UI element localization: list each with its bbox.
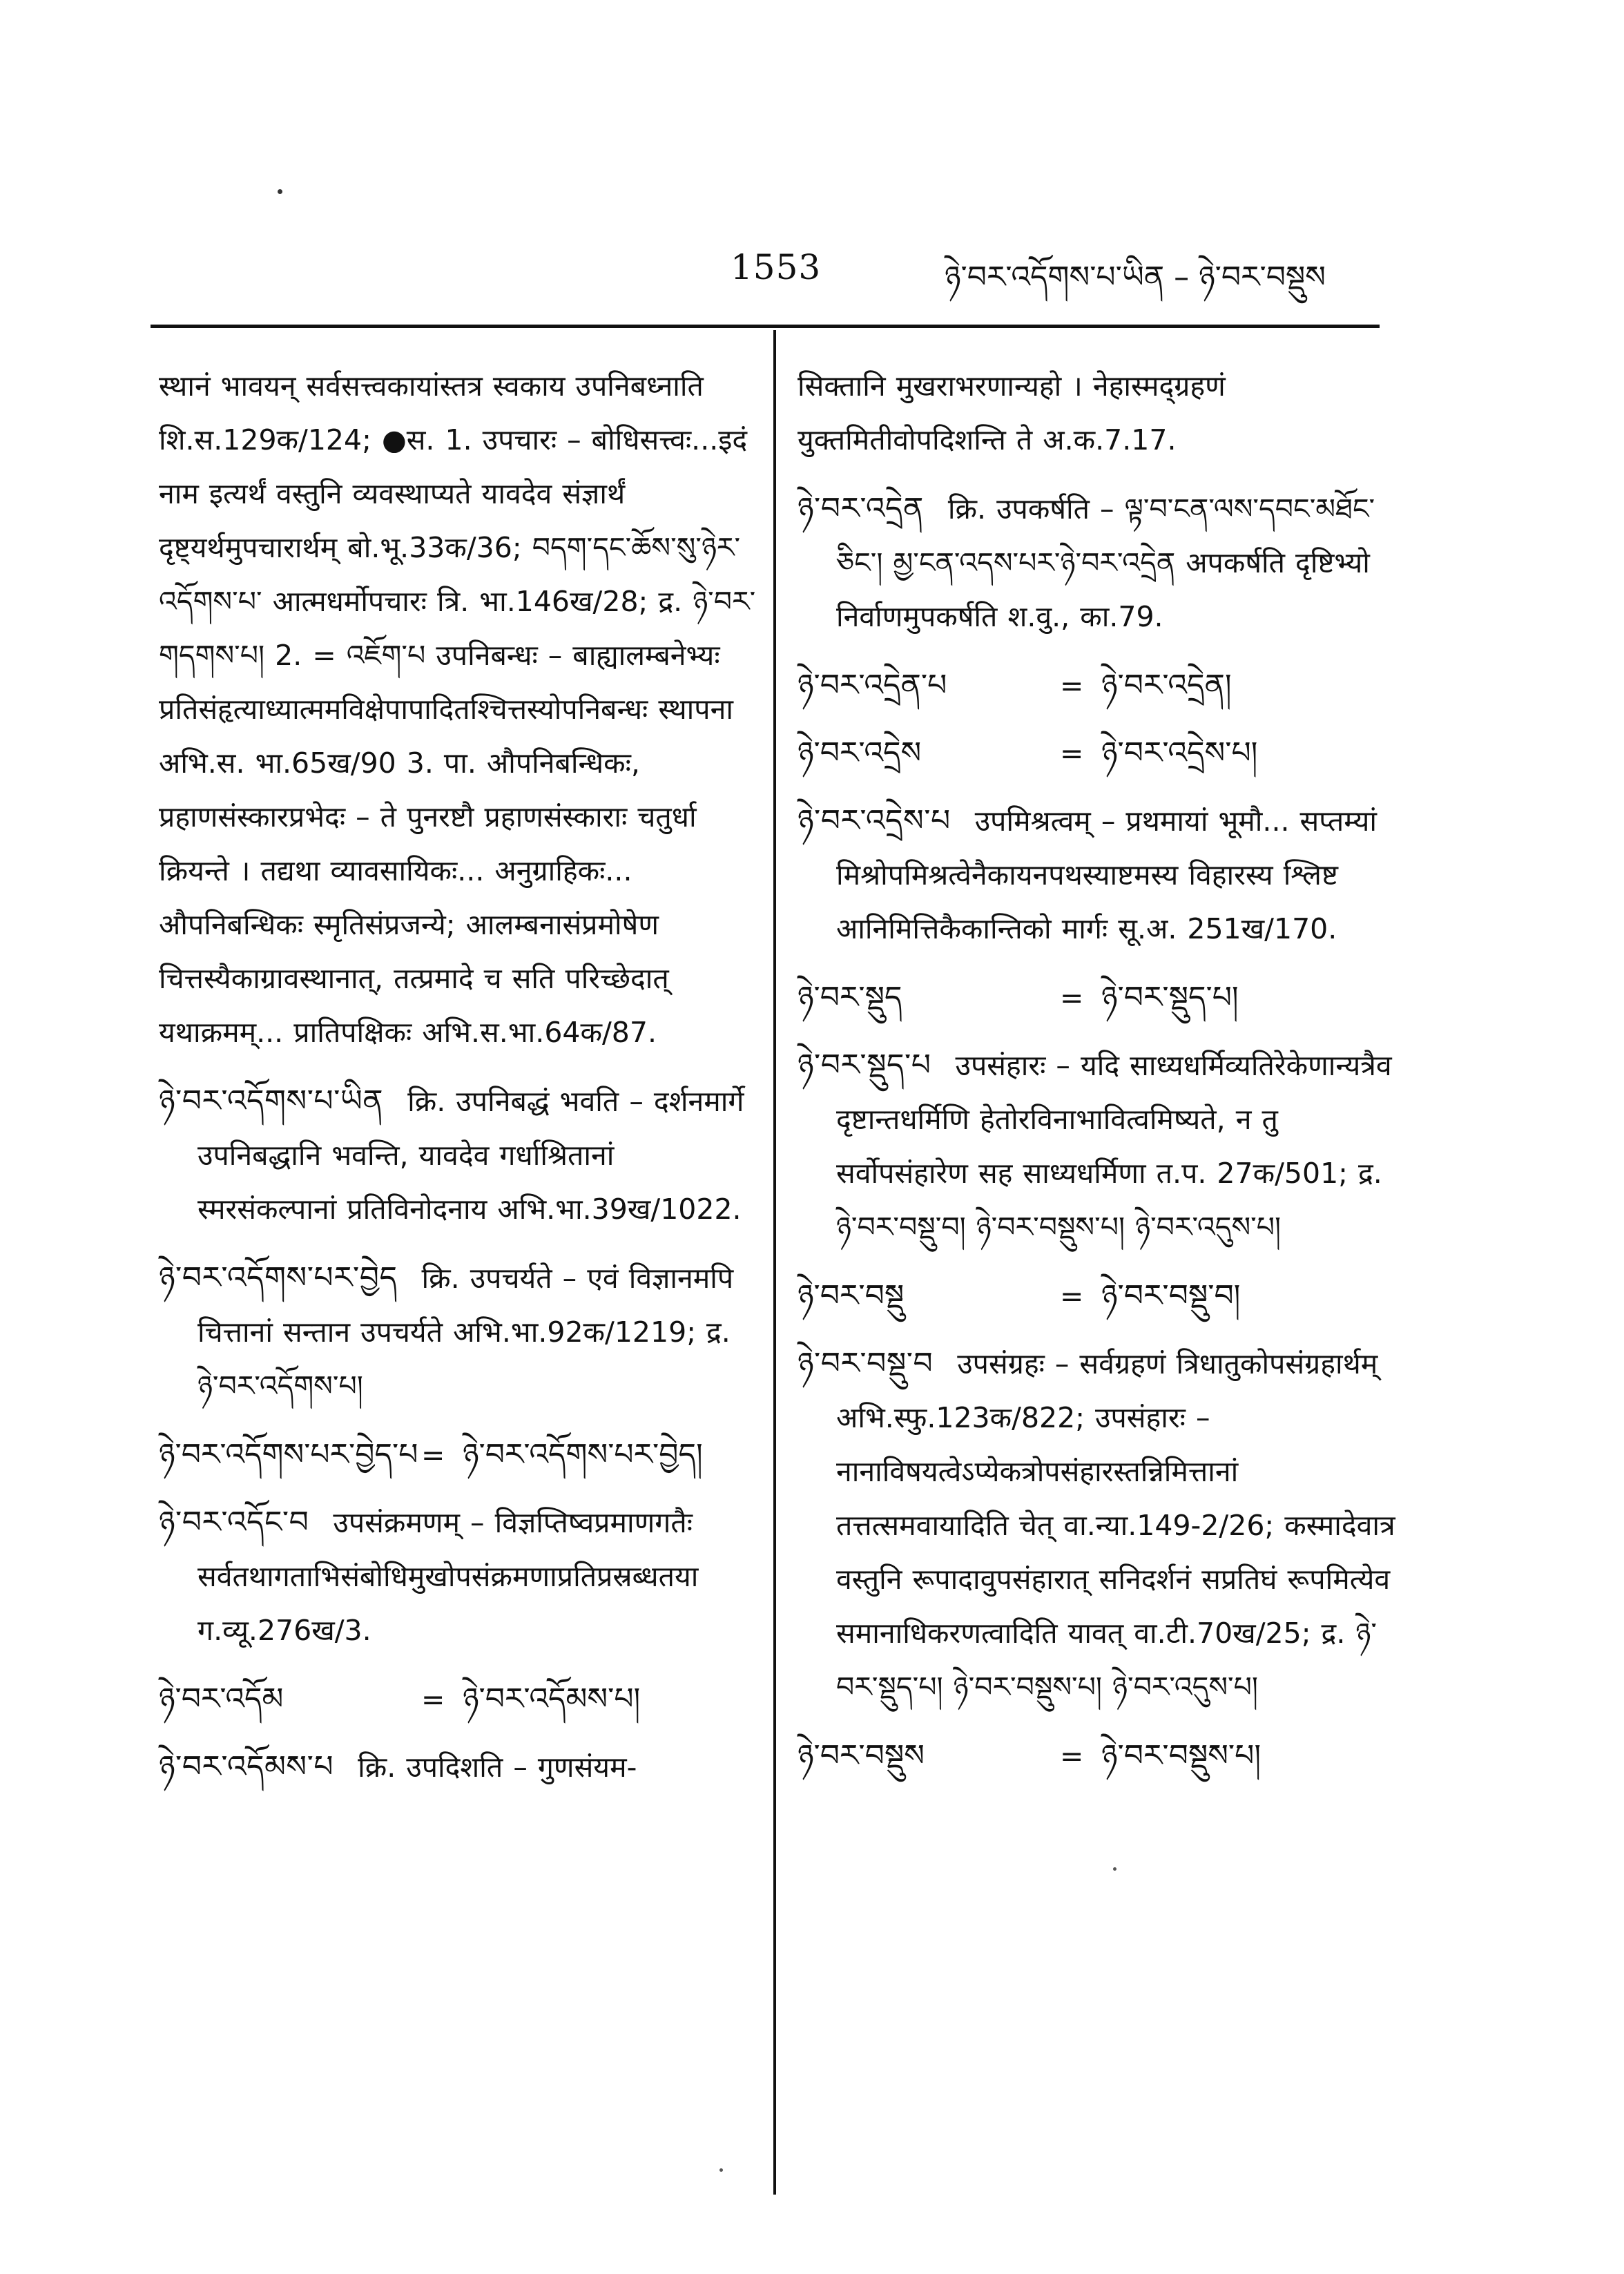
equals-sign: = — [1060, 1740, 1084, 1773]
dictionary-entry — [798, 482, 1398, 644]
equals-sign: = — [1060, 1280, 1084, 1313]
headword: ཉེ་བར་འདོགས་པ་ཡིན — [159, 1083, 384, 1119]
headword: ཉེ་བར་བསྡུ — [798, 1278, 905, 1313]
equals-sign: = — [421, 1683, 445, 1716]
entry-text: उपसंग्रहः – सर्वग्रहणं त्रिधातुकोपसंग्रहार्थम् अभि.स्फु.123क/822; उपसंहारः – नानाविषयत्वेऽप्येकत्रोपसंहारस्तन्निमित्तानां तत्तत्समवायादिति चेत् वा.न्या.149-2/26; कस्मादेवात्र वस्तुनि रूपादावुपसंहारात् सनिदर्शनं सप्रतिघं रूपमित्येव समानाधिकरणत्वादिति यावत् वा.टी.70ख/25; द्र. ཉེ་བར་སྡུད་པ། ཉེ་བར་བསྡུས་པ། ཉེ་བར་འདུས་པ། — [836, 1347, 1395, 1704]
equivalence-entry — [798, 971, 1398, 1025]
equivalent-term: ཉེ་བར་བསྡུས་པ། — [1101, 1738, 1262, 1773]
dictionary-entry — [159, 1075, 760, 1236]
equals-sign: = — [421, 1438, 445, 1472]
left-column — [159, 359, 760, 1809]
equivalent-term: ཉེ་བར་འདྲེན། — [1101, 668, 1232, 703]
entry-text: उपमिश्रत्वम् – प्रथमायां भूमौ... सप्तम्यां मिश्रोपमिश्रत्वेनैकायनपथस्याष्टमस्य विहारस्य श्लिष्ट आनिमित्तिकैकान्तिको मार्गः सू.अ. 251ख/170. — [836, 804, 1377, 945]
equivalent-term: ཉེ་བར་འདོམས་པ། — [463, 1682, 641, 1717]
headword: ཉེ་བར་འདོགས་པར་བྱེད — [159, 1260, 398, 1295]
entry-text: क्रि. उपनिबद्धं भवति – दर्शनमार्गे उपनिबद्धानि भवन्ति, यावदेव गर्धाश्रितानां स्मरसंकल्पानां प्रतिविनोदनाय अभि.भा.39ख/1022. — [197, 1085, 744, 1226]
entry-text: क्रि. उपदिशति – गुणसंयम- — [358, 1751, 637, 1784]
stray-dot — [719, 2168, 723, 2172]
headword: ཉེ་བར་འདོམ — [159, 1682, 284, 1717]
headword: ཉེ་བར་འདྲེན — [798, 491, 924, 526]
headword: ཉེ་བར་འདྲེན་པ — [798, 668, 947, 703]
entry-text: क्रि. उपचर्यते – एवं विज्ञानमपि चित्तानां सन्तान उपचर्यते अभि.भा.92क/1219; द्र. ཉེ་བར་འདོགས་པ། — [197, 1262, 734, 1403]
equivalent-term: ཉེ་བར་འདྲེས་པ། — [1101, 735, 1258, 771]
entry-text: क्रि. उपकर्षति – ལྟ་བ་ངན་ལས་དབང་མཐོང་ཅིང་། མྱ་ངན་འདས་པར་ཉེ་བར་འདྲེན अपकर्षति दृष्टिभ्यो निर्वाणमुपकर्षति श.वु., का.79. — [836, 492, 1375, 633]
entry-text: उपसंहारः – यदि साध्यधर्मिव्यतिरेकेणान्यत्रैव दृष्टान्तधर्मिणि हेतोरविनाभावित्वमिष्यते, न तु सर्वोपसंहारेण सह साध्यधर्मिणा त.प. 27क/501; द्र. ཉེ་བར་བསྡུ་བ། ཉེ་བར་བསྡུས་པ། ཉེ་བར་འདུས་པ། — [836, 1049, 1392, 1244]
equivalence-entry — [159, 1428, 760, 1482]
dictionary-entry — [798, 1039, 1398, 1254]
stray-dot — [278, 189, 282, 194]
equivalence-entry — [798, 659, 1398, 713]
equivalent-term: ཉེ་བར་བསྡུ་བ། — [1101, 1278, 1241, 1313]
headword: ཉེ་བར་བསྡུ་བ — [798, 1346, 934, 1381]
headword: ཉེ་བར་འདོམས་པ — [159, 1749, 334, 1784]
equivalence-entry — [798, 1729, 1398, 1783]
right-column — [798, 359, 1398, 1797]
running-head: ཉེ་བར་འདོགས་པ་ཡིན – ཉེ་བར་བསྡུས — [945, 260, 1326, 295]
equivalence-entry — [798, 726, 1398, 780]
headword: ཉེ་བར་འདྲེས — [798, 735, 922, 771]
stray-dot — [1113, 1867, 1116, 1871]
equals-sign: = — [1060, 981, 1084, 1014]
headword: ཉེ་བར་འདྲེས་པ — [798, 803, 951, 838]
equals-sign: = — [1060, 737, 1084, 770]
header-rule — [151, 325, 1380, 328]
equivalent-term: ཉེ་བར་འདོགས་པར་བྱེད། — [463, 1437, 703, 1472]
headword: ཉེ་བར་འདོགས་པར་བྱེད་པ — [159, 1437, 418, 1472]
dictionary-entry — [798, 794, 1398, 956]
headword: ཉེ་བར་བསྡུས — [798, 1738, 925, 1773]
equivalent-term: ཉེ་བར་སྡུད་པ། — [1101, 980, 1239, 1015]
equivalence-entry — [159, 1673, 760, 1726]
entry-text: सिक्तानि मुखराभरणान्यहो । नेहास्मद्ग्रहणं युक्तमितीवोपदिशन्ति ते अ.क.7.17. — [798, 369, 1226, 456]
headword: ཉེ་བར་འདོང་བ — [159, 1505, 309, 1540]
dictionary-entry — [798, 1337, 1398, 1714]
continuation-text — [798, 359, 1398, 467]
equivalence-entry — [798, 1269, 1398, 1323]
continuation-text — [159, 359, 760, 1059]
dictionary-entry — [159, 1740, 760, 1794]
headword: ཉེ་བར་སྡུད་པ — [798, 1048, 931, 1083]
equals-sign: = — [1060, 669, 1084, 702]
entry-text: स्थानं भावयन् सर्वसत्त्वकायांस्तत्र स्वकाय उपनिबध्नाति शि.स.129क/124; ●स. 1. उपचारः – बोधिसत्त्वः...इदं नाम इत्यर्थं वस्तुनि व्यवस्थाप्यते यावदेव संज्ञार्थं दृष्ट्यर्थमुपचारार्थम् बो.भू.33क/36; བདག་དང་ཆོས་སུ་ཉེར་འདོགས་པ་ आत्मधर्मोपचारः त्रि. भा.146ख/28; द्र. ཉེ་བར་གདགས་པ། 2. = འཇོག་པ उपनिबन्धः – बाह्यालम्बनेभ्यः प्रतिसंहृत्याध्यात्ममविक्षेपापादितश्चित्तस्योपनिबन्धः स्थापना अभि.स. भा.65ख/90 3. पा. औपनिबन्धिकः, प्रहाणसंस्कारप्रभेदः – ते पुनरष्टौ प्रहाणसंस्काराः चतुर्धा क्रियन्ते । तद्यथा व्यावसायिकः... अनुग्राहिकः... औपनिबन्धिकः स्मृतिसंप्रजन्ये; आलम्बनासंप्रमोषेण चित्तस्यैकाग्रावस्थानात्, तत्प्रमादे च सति परिच्छेदात् यथाक्रमम्... प्रातिपक्षिकः अभि.स.भा.64क/87. — [159, 369, 756, 1049]
column-divider — [773, 330, 776, 2195]
entry-text: उपसंक्रमणम् – विज्ञप्तिष्वप्रमाणगतैः सर्वतथागताभिसंबोधिमुखोपसंक्रमणाप्रतिप्रस्रब्धतया ग.व्यू.276ख/3. — [197, 1506, 699, 1647]
page-number: 1553 — [731, 247, 822, 287]
headword: ཉེ་བར་སྡུད — [798, 980, 902, 1015]
dictionary-entry — [159, 1496, 760, 1657]
dictionary-entry — [159, 1251, 760, 1413]
